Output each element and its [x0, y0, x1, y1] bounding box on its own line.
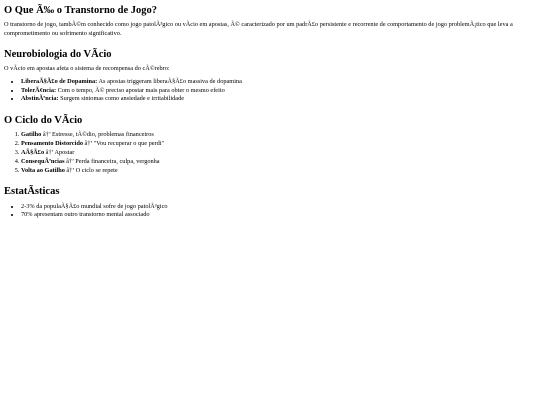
item-term: Gatilho [21, 131, 42, 139]
list-item: • 70% apresentam outro transtorno mental associado [21, 211, 536, 220]
neuro-heading: Neurobiologia do VÃcio [4, 49, 112, 61]
item-desc: As apostas triggeram liberaÃ§Ã£o massiva de dopamina [97, 77, 242, 85]
item-term: AbstinÃªncia: [21, 95, 59, 103]
item-term: ConsequÃªncias [21, 157, 65, 165]
stats-list [4, 203, 536, 221]
item-term: Volta ao Gatilho [21, 166, 65, 174]
intro-paragraph: O transtorno de jogo, tambÃ©m conhecido como jogo patolÃ³gico ou vÃcio em apostas, Ã© caracterizado por um padrÃ£o persistente e recorrente de comportamento de jogo problemÃ¡tico que leva a comprometimento ou sofrimento significativo. [4, 21, 513, 37]
list-item [21, 140, 536, 149]
item-term: Pensamento Distorcido [21, 140, 83, 148]
stats-heading: EstatÃsticas [4, 186, 60, 198]
item-term: TolerÃ¢ncia: [21, 86, 57, 94]
list-item [21, 78, 536, 87]
item-desc: â†’ Estresse, tÃ©dio, problemas financeiros [41, 131, 154, 139]
cycle-list [4, 131, 536, 175]
list-item: • 2-3% da populaÃ§Ã£o mundial sofre de jogo patolÃ³gico [21, 203, 536, 212]
list-item [21, 149, 536, 158]
neuro-intro-text: O vÃcio em apostas afeta o sistema de recompensa do cÃ©rebro: [4, 65, 170, 73]
item-desc: â†’ Apostar [44, 148, 75, 156]
list-item [21, 158, 536, 167]
item-term: LiberaÃ§Ã£o de Dopamina: [21, 77, 98, 85]
item-desc: â†’ Perda financeira, culpa, vergonha [64, 157, 160, 165]
cycle-heading: O Ciclo do VÃcio [4, 115, 83, 127]
item-term: AÃ§Ã£o [21, 148, 45, 156]
page-title: O Que Ã‰ o Transtorno de Jogo? [4, 5, 158, 16]
item-desc: Surgem sintomas como ansiedade e irritabilidade [58, 95, 185, 103]
item-desc: â†’ "Vou recuperar o que perdi" [82, 140, 165, 148]
list-item [21, 95, 536, 104]
item-desc: â†’ O ciclo se repete [64, 166, 118, 174]
item-desc: Com o tempo, Ã© preciso apostar mais para obter o mesmo efeito [56, 86, 225, 94]
list-item [21, 131, 536, 140]
neuro-list [4, 78, 536, 104]
list-item [21, 167, 536, 176]
